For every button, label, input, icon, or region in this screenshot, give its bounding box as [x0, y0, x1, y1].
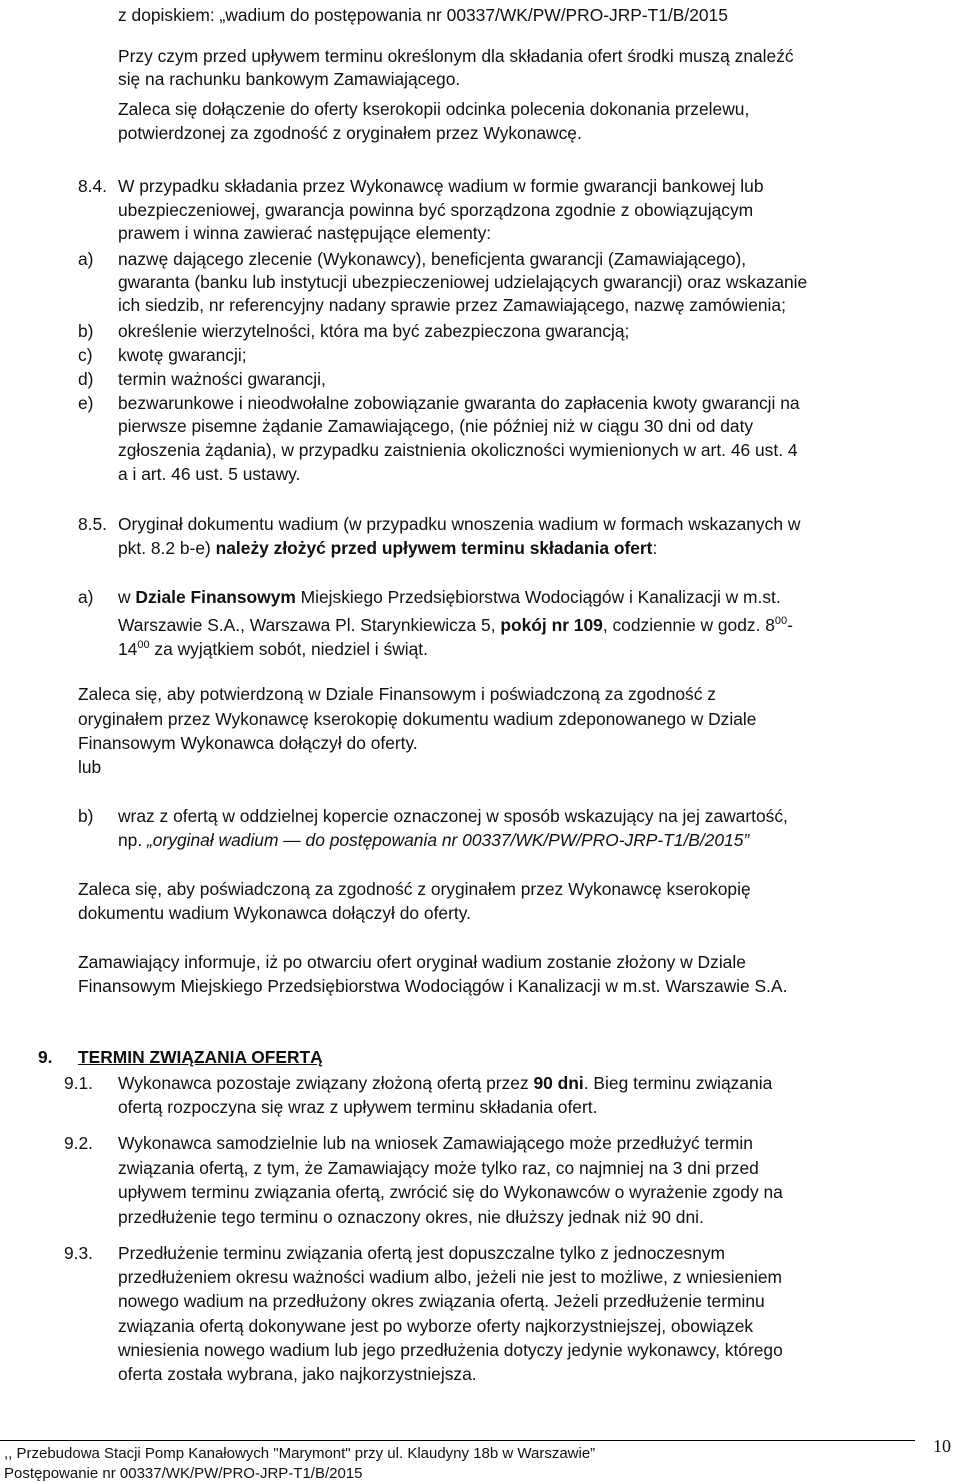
text-line: ich siedzib, nr referencyjny nadany sprawie przez Zamawiającego, nazwę zamówienia;	[118, 295, 786, 315]
text-line: kwotę gwarancji;	[118, 345, 247, 365]
section-number: 9.2.	[64, 1133, 94, 1153]
text-line: Zamawiający informuje, iż po otwarciu ofert oryginał wadium zostanie złożony w Dziale	[78, 952, 746, 972]
text-line: Zaleca się, aby poświadczoną za zgodność z oryginałem przez Wykonawcę kserokopię	[78, 879, 751, 899]
text-line: termin ważności gwarancji,	[118, 369, 326, 389]
section-number: 9.	[38, 1047, 53, 1067]
text-line: nazwę dającego zlecenie (Wykonawcy), beneficjenta gwarancji (Zamawiającego),	[118, 249, 747, 269]
text-line: Wykonawca pozostaje związany złożoną ofertą przez 90 dni. Bieg terminu związania	[118, 1073, 773, 1093]
list-label: d)	[78, 369, 94, 389]
text-line: prawem i winna zawierać następujące elementy:	[118, 223, 492, 243]
text-line: przedłużeniem okresu ważności wadium albo, jeżeli nie jest to możliwe, z wniesieniem	[118, 1267, 783, 1287]
text-line: Wykonawca samodzielnie lub na wniosek Zamawiającego może przedłużyć termin	[118, 1133, 753, 1153]
text-line: dokumentu wadium Wykonawca dołączył do oferty.	[78, 903, 471, 923]
section-title: TERMIN ZWIĄZANIA OFERTĄ	[78, 1047, 323, 1067]
text-line: Zaleca się, aby potwierdzoną w Dziale Finansowym i poświadczoną za zgodność z	[78, 684, 716, 704]
text-line: Zaleca się dołączenie do oferty kserokopii odcinka polecenia dokonania przelewu,	[118, 99, 750, 119]
text-line: bezwarunkowe i nieodwołalne zobowiązanie gwaranta do zapłacenia kwoty gwarancji na	[118, 393, 800, 413]
footer-title: ,, Przebudowa Stacji Pomp Kanałowych "Marymont" przy ul. Klaudyny 18b w Warszawie”	[4, 1445, 596, 1462]
section-number: 9.1.	[64, 1073, 94, 1093]
text-line: gwaranta (banku lub instytucji ubezpieczeniowej udzielających gwarancji) oraz wskazanie	[118, 272, 808, 292]
text-line: oferta została wybrana, jako najkorzystniejsza.	[118, 1364, 477, 1384]
list-label: c)	[78, 345, 93, 365]
text-line: np. „oryginał wadium — do postępowania nr 00337/WK/PW/PRO-JRP-T1/B/2015”	[118, 830, 750, 850]
footer-reference: Postępowanie nr 00337/WK/PW/PRO-JRP-T1/B/2015	[4, 1465, 363, 1482]
text-line: się na rachunku bankowym Zamawiającego.	[118, 69, 461, 89]
section-number: 9.3.	[64, 1243, 94, 1263]
text-line: w Dziale Finansowym Miejskiego Przedsiębiorstwa Wodociągów i Kanalizacji w m.st.	[118, 587, 781, 607]
text-line: Finansowym Miejskiego Przedsiębiorstwa Wodociągów i Kanalizacji w m.st. Warszawie S.A.	[78, 976, 788, 996]
list-label: b)	[78, 806, 94, 826]
text-line: upływem terminu związania ofertą, zwrócić się do Wykonawców o wyrażenie zgody na	[118, 1182, 783, 1202]
section-number: 8.4.	[78, 176, 108, 196]
list-label: a)	[78, 249, 94, 269]
text-line: oryginałem przez Wykonawcę kserokopię dokumentu wadium zdeponowanego w Dziale	[78, 709, 757, 729]
header-line: z dopiskiem: „wadium do postępowania nr 00337/WK/PW/PRO-JRP-T1/B/2015	[118, 5, 728, 25]
text-line: wniesienia nowego wadium lub jego przedłużenia dotyczy jedynie wykonawcy, którego	[118, 1340, 783, 1360]
text-line: określenie wierzytelności, która ma być zabezpieczona gwarancją;	[118, 321, 630, 341]
text-line: $14^{00}$ za wyjątkiem sobót, niedziel i świąt.	[118, 638, 428, 659]
text-line: potwierdzonej za zgodność z oryginałem przez Wykonawcę.	[118, 123, 582, 143]
footer-divider	[0, 1440, 915, 1441]
text-line: związania ofertą dokonywane jest po wyborze oferty najkorzystniejszej, obowiązek	[118, 1316, 754, 1336]
text-line: ofertą rozpoczyna się wraz z upływem terminu składania ofert.	[118, 1097, 598, 1117]
text-line: związania ofertą, z tym, że Zamawiający może tylko raz, co najmniej na 3 dni przed	[118, 1158, 759, 1178]
section-number: 8.5.	[78, 514, 108, 534]
list-label: a)	[78, 587, 94, 607]
text-line: nowego wadium na przedłużony okres związania ofertą. Jeżeli przedłużenie terminu	[118, 1291, 765, 1311]
text-line: zgłoszenia żądania), w przypadku zaistnienia okoliczności wymienionych w art. 46 ust. 4	[118, 440, 798, 460]
text-line: Oryginał dokumentu wadium (w przypadku wnoszenia wadium w formach wskazanych w	[118, 514, 801, 534]
text-line: a i art. 46 ust. 5 ustawy.	[118, 464, 301, 484]
text-line: Warszawie S.A., Warszawa Pl. Starynkiewicza 5, pokój nr 109, codziennie w godz. $8^{00}-$	[118, 614, 793, 635]
text-line: pkt. 8.2 b-e) należy złożyć przed upływem terminu składania ofert:	[118, 538, 658, 558]
list-label: b)	[78, 321, 94, 341]
text-line: pierwsze pisemne żądanie Zamawiającego, (nie później niż w ciągu 30 dni od daty	[118, 416, 754, 436]
list-label: e)	[78, 393, 94, 413]
text-line: W przypadku składania przez Wykonawcę wadium w formie gwarancji bankowej lub	[118, 176, 764, 196]
text-line: lub	[78, 757, 102, 777]
text-line: ubezpieczeniowej, gwarancja powinna być sporządzona zgodnie z obowiązującym	[118, 200, 754, 220]
page-number: 10	[933, 1436, 951, 1456]
text-line: przedłużenie tego terminu o oznaczony okres, nie dłuższy jednak niż 90 dni.	[118, 1207, 704, 1227]
text-line: Finansowym Wykonawca dołączył do oferty.	[78, 733, 418, 753]
text-line: Przy czym przed upływem terminu określonym dla składania ofert środki muszą znaleźć	[118, 46, 794, 66]
text-line: Przedłużenie terminu związania ofertą jest dopuszczalne tylko z jednoczesnym	[118, 1243, 726, 1263]
text-line: wraz z ofertą w oddzielnej kopercie oznaczonej w sposób wskazujący na jej zawartość,	[118, 806, 788, 826]
